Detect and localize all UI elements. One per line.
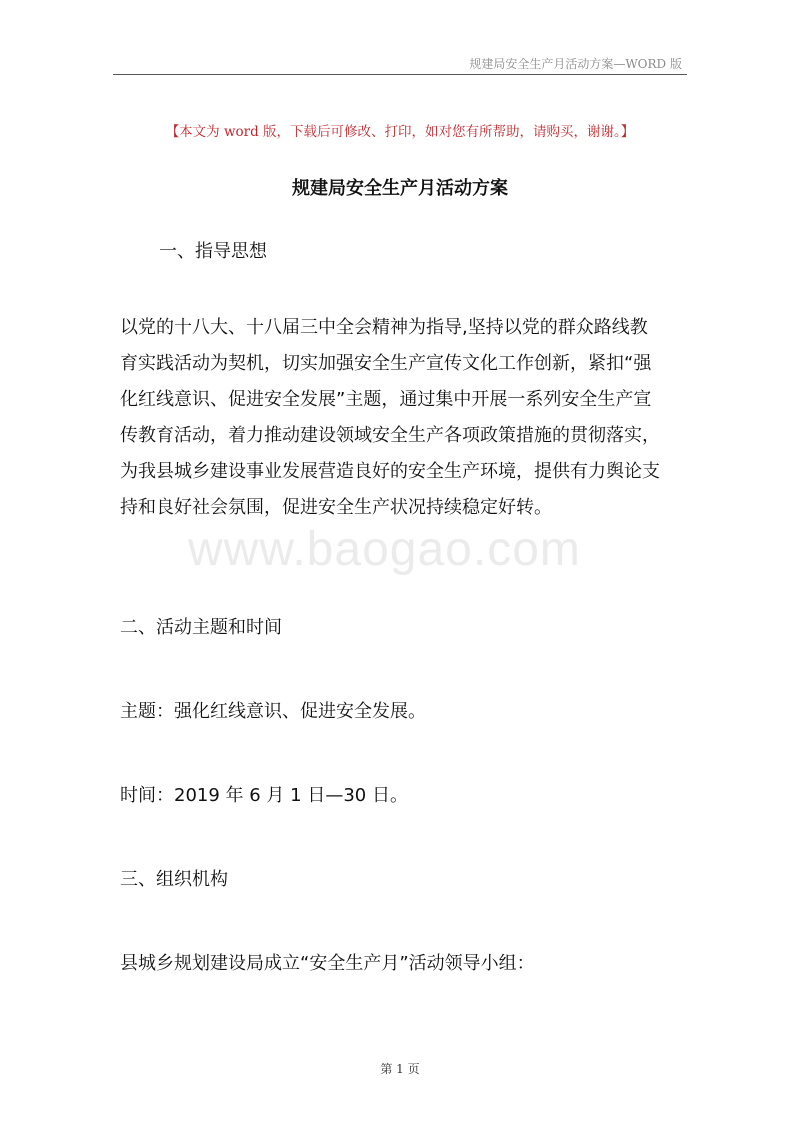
section-2-theme: 主题：强化红线意识、促进安全发展。 (120, 701, 426, 722)
watermark: www.baogao.com (188, 523, 581, 576)
page-number-footer: 第 1 页 (380, 1062, 420, 1076)
paragraph-line: 持和良好社会氛围，促进安全生产状况持续稳定好转。 (120, 497, 552, 518)
paragraph-line: 以党的十八大、十八届三中全会精神为指导,坚持以党的群众路线教 (120, 317, 648, 338)
paragraph-line: 化红线意识、促进安全发展”主题，通过集中开展一系列安全生产宣 (120, 389, 652, 410)
section-2-heading: 二、活动主题和时间 (120, 617, 282, 638)
paragraph-line: 为我县城乡建设事业发展营造良好的安全生产环境，提供有力舆论支 (120, 461, 660, 482)
paragraph-line: 育实践活动为契机，切实加强安全生产宣传文化工作创新，紧扣“强 (120, 353, 652, 374)
section-1-paragraph (120, 310, 660, 526)
paragraph-line: 传教育活动，着力推动建设领域安全生产各项政策措施的贯彻落实， (120, 425, 660, 446)
section-2-time: 时间：2019 年 6 月 1 日—30 日。 (120, 785, 408, 806)
word-version-notice: 【本文为 word 版，下载后可修改、打印，如对您有所帮助，请购买，谢谢。】 (165, 124, 635, 140)
section-3-text: 县城乡规划建设局成立“安全生产月”活动领导小组： (120, 953, 535, 974)
header-divider (113, 74, 687, 75)
document-title: 规建局安全生产月活动方案 (292, 178, 508, 199)
section-1-heading: 一、指导思想 (159, 241, 267, 262)
page-header-text: 规建局安全生产月活动方案—WORD 版 (469, 57, 682, 71)
section-3-heading: 三、组织机构 (120, 869, 228, 890)
